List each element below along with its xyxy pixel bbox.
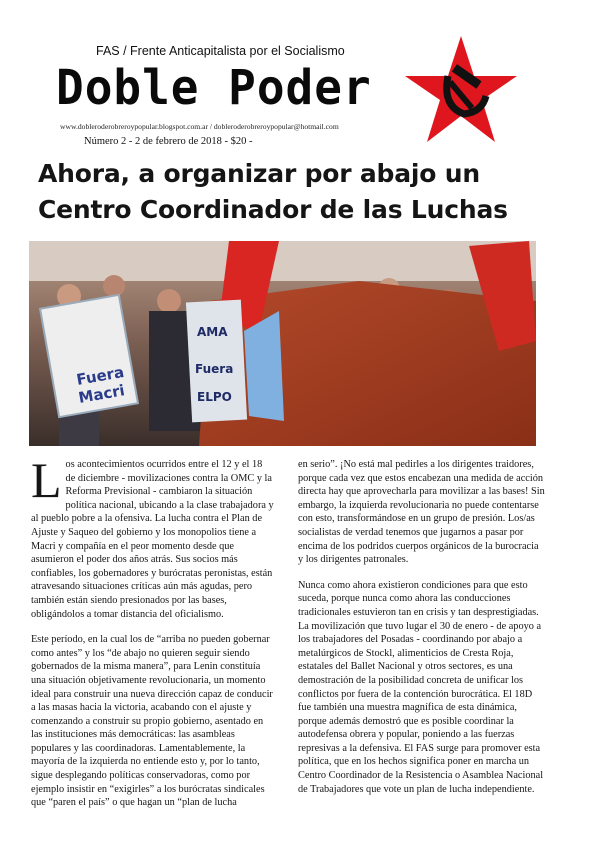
masthead-title: Doble Poder bbox=[56, 58, 372, 116]
article-column-right bbox=[298, 458, 545, 808]
protest-photo bbox=[29, 241, 536, 446]
headline bbox=[38, 156, 568, 228]
article-paragraph bbox=[31, 452, 274, 621]
dropcap: L bbox=[31, 452, 62, 508]
article-paragraph: en serio”. ¡No está mal pedirles a los dirigentes traidores, porque cada vez que estos encabezan una medida de acción directa hay que aprovecharla para movilizar a las bases! Sin embargo, la izquierda revolucionaria no puede contentarse con esto, transformándose en un grupo de presión. Los/as socialistas de verdad tenemos que jugarnos a pasar por encima de los podridos cuerpos orgánicos de la burocracia y los dirigentes patronales. bbox=[298, 459, 545, 566]
sign-elpo: ELPO bbox=[197, 390, 232, 404]
contact-line: www.dobleroderobreroypopular.blogspot.com.ar / dobleroderobreroypopular@hotmail.com bbox=[60, 122, 339, 131]
headline-line-2: Centro Coordinador de las Luchas bbox=[38, 195, 508, 224]
issue-line: Número 2 - 2 de febrero de 2018 - $20 - bbox=[84, 136, 253, 147]
protest-photo-illustration bbox=[29, 241, 536, 446]
article-text: os acontecimientos ocurridos entre el 12 y el 18 de diciembre - movilizaciones contra la OMC y la Reforma Previsional - cambiaron la situación política nacional, ubicando a la clase trabajadora y al pueblo pobre a la ofensiva. La lucha contra el Plan de Ajuste y Saqueo del gobierno y los monopolios tiene a Macri y compañía en el peor momento desde que asumieron el poder dos años atrás. Sus socios más confiables, los gobernadores y burócratas peronistas, están atravesando situaciones críticas aún más agudas, pero también están siendo presionados por las bases, obligándolos a tomar distancia del oficialismo. bbox=[31, 459, 274, 620]
article-paragraph: Nunca como ahora existieron condiciones para que esto suceda, porque nunca como ahora las conducciones tradicionales estuvieron tan en crisis y tan desprestigiadas. La movilización que tuvo lugar el 30 de enero - de apoyo a los trabajadores del Posadas - coordinando por abajo a metalúrgicos de Stockl, alimenticios de Cresta Roja, estatales del Ballet Nacional y otros sectores, es una demostración de la posibilidad concreta de unificar los conflictos por fuera de la contención burocrática. El 18D fue también una muestra magnífica de esta dinámica, porque además demostró que es posible coordinar la autodefensa obrera y popular, poniendo a las fuerzas represivas a la defensiva. El FAS surge para promover esta política, que en los hechos significa poner en marcha un Centro Coordinador de la Resistencia o Asamblea Nacional de Trabajadores que vote un plan de lucha independiente. bbox=[298, 579, 544, 795]
sign-fuera: Fuera bbox=[195, 362, 234, 376]
article-column-left bbox=[31, 452, 274, 822]
org-line: FAS / Frente Anticapitalista por el Socialismo bbox=[96, 44, 345, 58]
sign-fuera-macri-1: Fuera bbox=[75, 362, 126, 389]
article-paragraph: Este período, en la cual los de “arriba no pueden gobernar como antes” y los “de abajo no quieren seguir siendo gobernados de la misma manera”, para Lenin constituía una situación objetivamente revolucionaria, un momento ideal para construir una nueva dirección capaz de conducir a las masas hacia la victoria, acabando con el ajuste y comenzando a construir su propio gobierno, asentado en las instituciones más democráticas: las asambleas populares y las coordinadoras. Lamentablemente, la mayoría de la izquierda no entiende esto y, por lo tanto, sigue desplegando políticas conservadoras, como por ejemplo insistir en “exigirles” a los burócratas sindicales que “paren el país” o que hagan un “plan de lucha bbox=[31, 634, 273, 809]
sign-ama: AMA bbox=[197, 325, 228, 339]
headline-line-1: Ahora, a organizar por abajo un bbox=[38, 159, 480, 188]
red-star-hammer-sickle-icon bbox=[402, 34, 520, 146]
sign-fuera-macri-2: Macri bbox=[77, 381, 127, 407]
